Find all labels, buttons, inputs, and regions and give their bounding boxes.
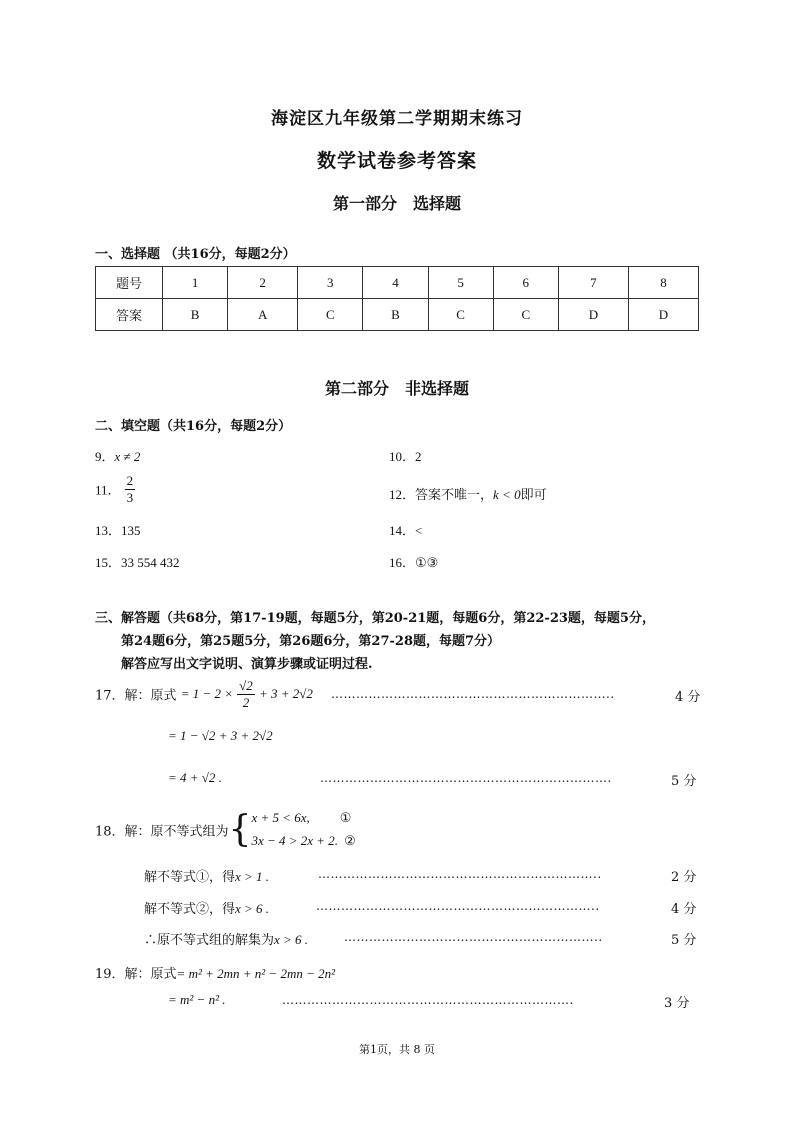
section3-heading: 三、解答题（共68分，第17-19题，每题5分，第20-21题，每题6分，第22-23题，每题5分，: [95, 611, 655, 626]
q17-score1: 4 分: [675, 690, 701, 705]
table-cell: B: [363, 299, 428, 331]
table-cell: 7: [558, 267, 628, 299]
q19-dots2: …………………………………………………………….: [282, 993, 574, 1007]
table-cell: 2: [228, 267, 298, 299]
q18-score1: 2 分: [671, 870, 697, 885]
part1-heading: 第一部分 选择题: [332, 194, 461, 213]
table-cell: 答案: [96, 299, 163, 331]
q18-dots2: …………………………………………………………..: [316, 899, 600, 913]
q13-answer: 13．135: [95, 523, 141, 538]
q19-line2: = m² − n² .: [168, 992, 226, 1007]
table-cell: 8: [628, 267, 698, 299]
q14-answer: 14．<: [389, 523, 423, 538]
q18-score3: 5 分: [671, 933, 697, 948]
table-row: [96, 267, 699, 299]
q15-answer: 15．33 554 432: [95, 555, 180, 570]
table-cell: B: [163, 299, 228, 331]
table-cell: C: [428, 299, 493, 331]
q19-line1: 19．解：原式= m² + 2mn + n² − 2mn − 2n²: [95, 966, 336, 982]
section3-heading-line2: 第24题6分，第25题5分，第26题6分，第27-28题，每题7分）: [121, 634, 501, 649]
table-cell: 3: [298, 267, 363, 299]
page-subtitle: 数学试卷参考答案: [316, 150, 477, 172]
q18-step2: 解不等式②，得x > 6 .: [144, 901, 270, 917]
q17-dots1: …………………………………………………………..: [331, 687, 615, 701]
q18-system: 18．解：原不等式组为{x + 5 < 6x, ① 3x − 4 > 2x + 2. ②: [95, 809, 356, 850]
table-cell: A: [228, 299, 298, 331]
q18-dots3: ……………………………………………………..: [344, 930, 603, 944]
q11-answer: 11． $\frac{2}{3}$: [95, 473, 134, 505]
page-footer: 第1页，共 8 页: [359, 1043, 435, 1056]
table-cell: C: [493, 299, 558, 331]
q17-line1: 17．解：原式 = 1 − 2 × $\frac{√2}{2}$ + 3 + 2√2: [95, 678, 313, 710]
q9-answer: 9．x ≠ 2: [95, 449, 141, 464]
q17-line3: = 4 + √2 .: [168, 770, 222, 785]
q19-score2: 3 分: [664, 996, 690, 1011]
section3-instruction: 解答应写出文字说明、演算步骤或证明过程.: [121, 657, 373, 672]
table-cell: 题号: [96, 267, 163, 299]
q18-score2: 4 分: [671, 902, 697, 917]
q17-dots3: …………………………………………………………….: [320, 771, 612, 785]
table-cell: C: [298, 299, 363, 331]
table-cell: 6: [493, 267, 558, 299]
table-row: [96, 299, 699, 331]
q17-score3: 5 分: [671, 774, 697, 789]
table-cell: 4: [363, 267, 428, 299]
section1-heading: 一、选择题 （共16分，每题2分）: [95, 247, 296, 262]
q18-step1: 解不等式①，得x > 1 .: [144, 869, 270, 885]
section2-heading: 二、填空题（共16分，每题2分）: [95, 419, 292, 434]
table-cell: 1: [163, 267, 228, 299]
q18-dots1: …………………………………………………………..: [318, 867, 602, 881]
table-cell: D: [558, 299, 628, 331]
q10-answer: 10．2: [389, 449, 422, 464]
page-title: 海淀区九年级第二学期期末练习: [271, 109, 523, 129]
answer-table: [95, 266, 699, 331]
q12-answer: 12．答案不唯一，k < 0即可: [389, 487, 547, 503]
q17-line2: = 1 − √2 + 3 + 2√2: [168, 728, 273, 743]
q16-answer: 16．①③: [389, 555, 439, 571]
table-cell: 5: [428, 267, 493, 299]
table-cell: D: [628, 299, 698, 331]
part2-heading: 第二部分 非选择题: [324, 379, 469, 398]
q18-step3: ∴原不等式组的解集为x > 6 .: [144, 932, 309, 948]
